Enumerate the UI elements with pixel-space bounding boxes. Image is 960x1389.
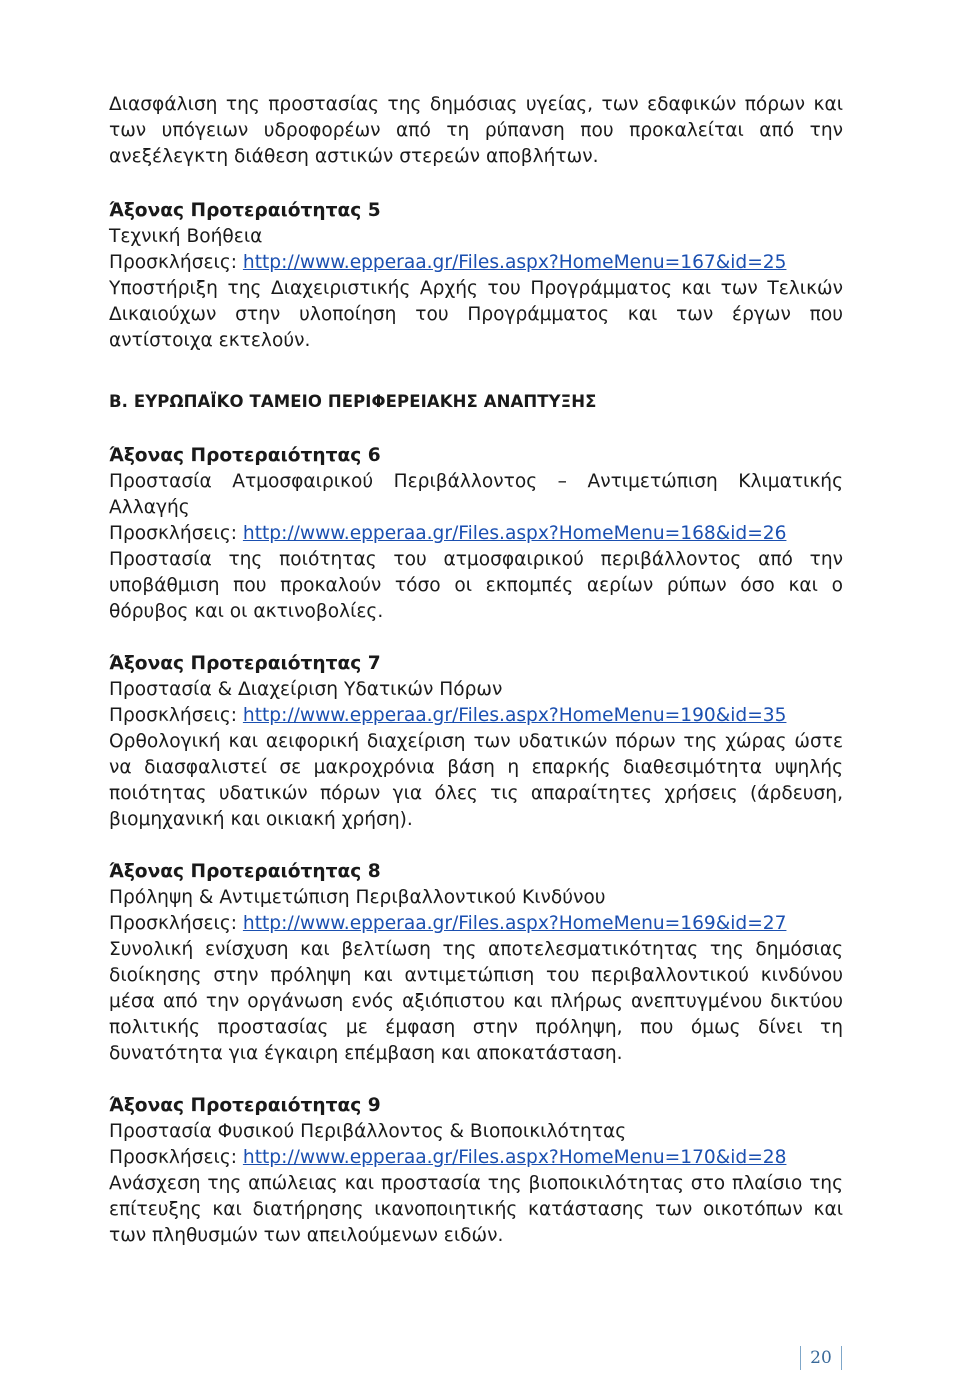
intro-paragraph: Διασφάλιση της προστασίας της δημόσιας υγείας, των εδαφικών πόρων και των υπόγειων υδροφορέων από τη ρύπανση που προκαλείται από την ανεξέλεγκτη διάθεση αστικών στερεών αποβλήτων. bbox=[109, 94, 843, 167]
axis7-link[interactable]: http://www.epperaa.gr/Files.aspx?HomeMenu=190&id=35 bbox=[242, 705, 787, 726]
calls-label: Προσκλήσεις: bbox=[109, 913, 243, 934]
axis5-calls bbox=[109, 250, 843, 276]
axis9-link[interactable]: http://www.epperaa.gr/Files.aspx?HomeMenu=170&id=28 bbox=[242, 1147, 787, 1168]
axis6-description: Προστασία της ποιότητας του ατμοσφαιρικού περιβάλλοντος από την υποβάθμιση που προκαλούν τόσο οι εκπομπές αερίων ρύπων όσο και ο θόρυβος και οι ακτινοβολίες. bbox=[109, 549, 843, 622]
section-b-heading: Β. ΕΥΡΩΠΑΪΚΟ ΤΑΜΕΙΟ ΠΕΡΙΦΕΡΕΙΑΚΗΣ ΑΝΑΠΤΥΞΗΣ bbox=[109, 392, 597, 411]
axis8-description: Συνολική ενίσχυση και βελτίωση της αποτελεσματικότητας της δημόσιας διοίκησης στην πρόληψη και αντιμετώπιση του περιβαλλοντικού κινδύνου μέσα από την οργάνωση ενός αξιόπιστου και πλήρως ανεπτυγμένου δικτύου πολιτικής προστασίας με έμφαση στην πρόληψη, που όμως δίνει τη δυνατότητα για έγκαιρη επέμβαση και αποκατάσταση. bbox=[109, 939, 843, 1064]
axis5-subtitle: Τεχνική Βοήθεια bbox=[109, 226, 263, 247]
page-number: 20 bbox=[800, 1346, 842, 1370]
axis7-heading: Άξονας Προτεραιότητας 7 bbox=[109, 653, 381, 674]
calls-label: Προσκλήσεις: bbox=[109, 523, 243, 544]
axis6-subtitle: Προστασία Ατμοσφαιρικού Περιβάλλοντος – Αντιμετώπιση Κλιματικής Αλλαγής bbox=[109, 471, 843, 518]
axis7-subtitle: Προστασία & Διαχείριση Υδατικών Πόρων bbox=[109, 679, 503, 700]
axis6-calls bbox=[109, 521, 843, 547]
axis8-subtitle: Πρόληψη & Αντιμετώπιση Περιβαλλοντικού Κινδύνου bbox=[109, 887, 606, 908]
calls-label: Προσκλήσεις: bbox=[109, 705, 243, 726]
axis5-heading: Άξονας Προτεραιότητας 5 bbox=[109, 200, 381, 221]
axis6-heading: Άξονας Προτεραιότητας 6 bbox=[109, 445, 381, 466]
document-body bbox=[109, 92, 843, 1249]
axis7-description: Ορθολογική και αειφορική διαχείριση των υδατικών πόρων της χώρας ώστε να διασφαλιστεί σε μακροχρόνια βάση η επαρκής διαθεσιμότητα υψηλής ποιότητας υδατικών πόρων για όλες τις απαραίτητες χρήσεις (άρδευση, βιομηχανική και οικιακή χρήση). bbox=[109, 731, 843, 830]
axis6-link[interactable]: http://www.epperaa.gr/Files.aspx?HomeMenu=168&id=26 bbox=[242, 523, 787, 544]
axis5-description: Υποστήριξη της Διαχειριστικής Αρχής του Προγράμματος και των Τελικών Δικαιούχων στην υλοποίηση του Προγράμματος και των έργων που αντίστοιχα εκτελούν. bbox=[109, 278, 843, 351]
axis9-subtitle: Προστασία Φυσικού Περιβάλλοντος & Βιοποικιλότητας bbox=[109, 1121, 627, 1142]
calls-label: Προσκλήσεις: bbox=[109, 252, 243, 273]
axis8-link[interactable]: http://www.epperaa.gr/Files.aspx?HomeMenu=169&id=27 bbox=[242, 913, 787, 934]
axis8-heading: Άξονας Προτεραιότητας 8 bbox=[109, 861, 381, 882]
axis7-calls bbox=[109, 703, 843, 729]
axis8-calls bbox=[109, 911, 843, 937]
axis5-link[interactable]: http://www.epperaa.gr/Files.aspx?HomeMenu=167&id=25 bbox=[242, 252, 787, 273]
axis9-calls bbox=[109, 1145, 843, 1171]
axis9-description: Ανάσχεση της απώλειας και προστασία της βιοποικιλότητας στο πλαίσιο της επίτευξης και διατήρησης ικανοποιητικής κατάστασης των οικοτόπων και των πληθυσμών των απειλούμενων ειδών. bbox=[109, 1173, 843, 1246]
axis9-heading: Άξονας Προτεραιότητας 9 bbox=[109, 1095, 381, 1116]
calls-label: Προσκλήσεις: bbox=[109, 1147, 243, 1168]
